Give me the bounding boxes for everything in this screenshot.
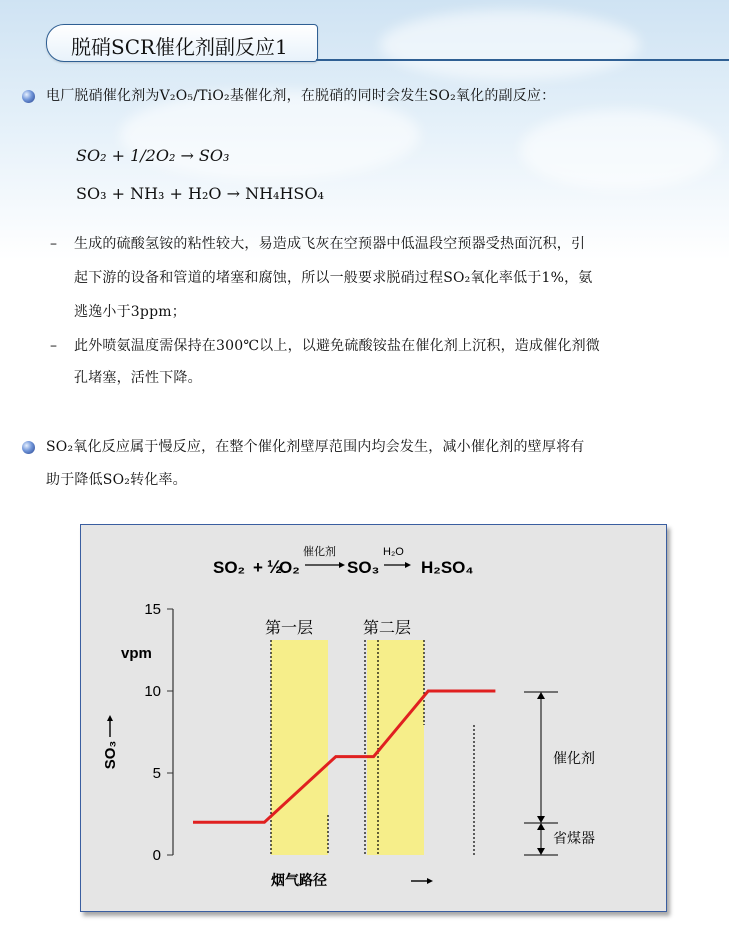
y-tick-label: 5 [152,765,161,782]
reaction-water-label: H₂O [383,546,404,558]
layer-2-label: 第二层 [363,620,412,637]
arrow-head-icon [537,816,545,823]
arrow-head-icon [537,823,545,830]
title-underline [316,59,729,61]
formula-oxidation: SO₂ + 1/2O₂ → SO₃ [76,146,230,165]
arrow-head-icon [405,562,411,568]
reaction-so2: SO₂ [213,558,246,577]
sub-bullet-1-line-1: 生成的硫酸氢铵的粘性较大，易造成飞灰在空预器中低温段空预器受热面沉积，引 [74,236,586,252]
arrow-head-icon [339,562,345,568]
page-title: 脱硝SCR催化剂副反应1 [71,35,288,59]
diagram-svg [81,525,666,911]
catalyst-layer-1 [271,640,328,855]
bracket-catalyst-label: 催化剂 [553,750,595,766]
y-axis-label [102,715,119,769]
so3-concentration-line [193,691,495,822]
bullet-text-2-line-2: 助于降低SO₂转化率。 [46,472,187,488]
reaction-o2: O₂ [279,558,300,577]
bullet-text-1: 电厂脱硝催化剂为V₂O₅/TiO₂基催化剂，在脱硝的同时会发生SO₂氧化的副反应： [46,88,556,104]
y-tick-label: 0 [152,847,161,864]
x-axis-label: 烟气路径 [271,872,327,888]
unit-label: vpm [121,645,152,662]
y-tick-label: 15 [144,601,161,618]
reaction-h2so4: H₂SO₄ [421,558,474,577]
sub-bullet-2-line-2: 孔堵塞，活性下降。 [74,370,202,386]
reaction-catalyst-label: 催化剂 [303,546,336,558]
title-tab [46,24,318,62]
background-cloud [520,110,720,190]
y-tick-label: 10 [144,683,161,700]
so3-formation-diagram [80,524,667,912]
bracket-economizer-label: 省煤器 [553,830,595,846]
arrow-head-icon [537,692,545,699]
arrow-head-icon [537,848,545,855]
svg-text:SO₃: SO₃ [102,740,119,770]
reaction-so3: SO₃ [347,558,380,577]
layer-1-label: 第一层 [265,620,314,637]
sub-bullet-2-line-1: 此外喷氨温度需保持在300℃以上，以避免硫酸铵盐在催化剂上沉积，造成催化剂微 [74,338,600,354]
bullet-icon [22,90,35,103]
catalyst-layer-2 [367,640,424,855]
formula-ammonium-bisulfate: SO₃ + NH₃ + H₂O → NH₄HSO₄ [76,184,324,203]
dash-icon: – [50,338,57,354]
reaction-plus: + [253,558,263,577]
background-cloud [380,10,640,80]
reaction-half: ½ [267,557,283,577]
arrow-head-icon [427,878,433,884]
bullet-icon [22,441,35,454]
sub-bullet-1-line-2: 起下游的设备和管道的堵塞和腐蚀，所以一般要求脱硝过程SO₂氧化率低于1%，氨 [74,270,593,286]
y-ticks [144,601,173,864]
sub-bullet-1-line-3: 逃逸小于3ppm； [74,304,186,320]
bullet-text-2-line-1: SO₂氧化反应属于慢反应，在整个催化剂壁厚范围内均会发生，减小催化剂的壁厚将有 [46,439,585,455]
dash-icon: – [50,236,57,252]
